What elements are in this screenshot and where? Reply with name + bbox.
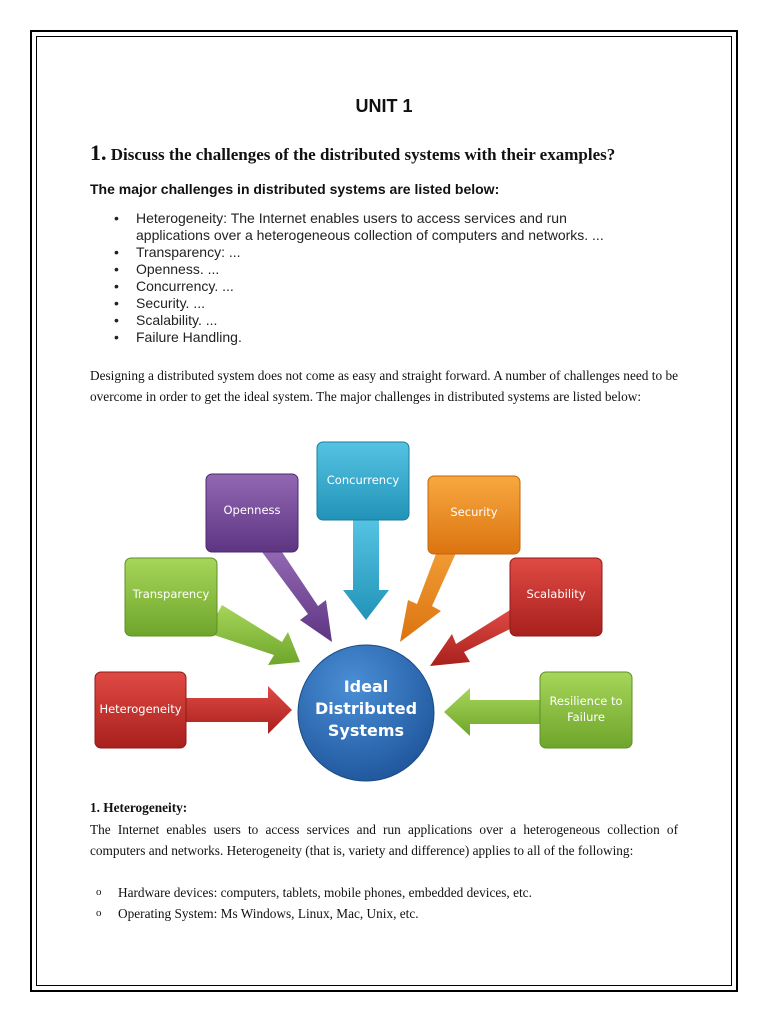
- arrow-openness: [262, 552, 332, 642]
- arrow-transparency: [214, 605, 300, 665]
- list-item-continuation: applications over a heterogeneous collection of computers and networks. ...: [136, 227, 604, 243]
- box-heterogeneity: [95, 672, 186, 748]
- box-resilience: [540, 672, 632, 748]
- unit-title: UNIT 1: [355, 96, 413, 116]
- arrow-concurrency: [343, 520, 389, 620]
- heterogeneity-paragraph: The Internet enables users to access services and run applications over a heterogeneous collection of computers and networks. Heterogeneity (that is, variety and difference) applies to all of the following:: [90, 822, 678, 858]
- box-label-resilience-line2: Failure: [567, 710, 605, 724]
- list-item: • Scalability. ...: [112, 312, 672, 329]
- list-item: • Failure Handling.: [112, 329, 672, 346]
- list-item: o Hardware devices: computers, tablets, mobile phones, embedded devices, etc.: [96, 882, 532, 903]
- list-item: o Operating System: Ms Windows, Linux, Mac, Unix, etc.: [96, 903, 532, 924]
- box-label-security: Security: [450, 505, 498, 519]
- arrow-heterogeneity: [186, 686, 292, 734]
- box-scalability: [510, 558, 602, 636]
- box-label-openness: Openness: [223, 503, 281, 517]
- box-transparency: [125, 558, 217, 636]
- question-number: 1.: [90, 140, 107, 165]
- box-label-concurrency: Concurrency: [326, 473, 400, 487]
- box-label-resilience-line1: Resilience to: [549, 694, 623, 708]
- list-item: • Concurrency. ...: [112, 278, 672, 295]
- arrow-resilience: [444, 688, 540, 736]
- arrow-scalability: [430, 610, 516, 666]
- challenges-subheading: The major challenges in distributed systems are listed below:: [90, 181, 500, 197]
- center-label-line1: Ideal: [343, 677, 389, 696]
- challenges-diagram: [0, 430, 768, 790]
- list-item: • Openness. ...: [112, 261, 672, 278]
- list-item: • Heterogeneity: The Internet enables users to access services and run: [112, 210, 672, 227]
- list-item: • Transparency: ...: [112, 244, 672, 261]
- heterogeneity-list: [96, 882, 532, 924]
- center-circle: [298, 645, 434, 781]
- box-concurrency: [317, 442, 409, 520]
- center-label-line2: Distributed: [314, 699, 418, 718]
- box-label-heterogeneity: Heterogeneity: [99, 702, 182, 716]
- question-text: Discuss the challenges of the distributed systems with their examples?: [110, 145, 616, 164]
- box-openness: [206, 474, 298, 552]
- section-heading-heterogeneity: 1. Heterogeneity:: [90, 800, 188, 815]
- box-label-transparency: Transparency: [132, 587, 210, 601]
- box-security: [428, 476, 520, 554]
- center-label-line3: Systems: [327, 721, 405, 740]
- question-heading: [90, 140, 690, 166]
- box-label-scalability: Scalability: [526, 587, 586, 601]
- challenges-list: [112, 210, 672, 346]
- list-item: • Security. ...: [112, 295, 672, 312]
- intro-paragraph: Designing a distributed system does not come as easy and straight forward. A number of challenges need to be overcome in order to get the ideal system. The major challenges in distributed systems are listed below:: [90, 368, 678, 404]
